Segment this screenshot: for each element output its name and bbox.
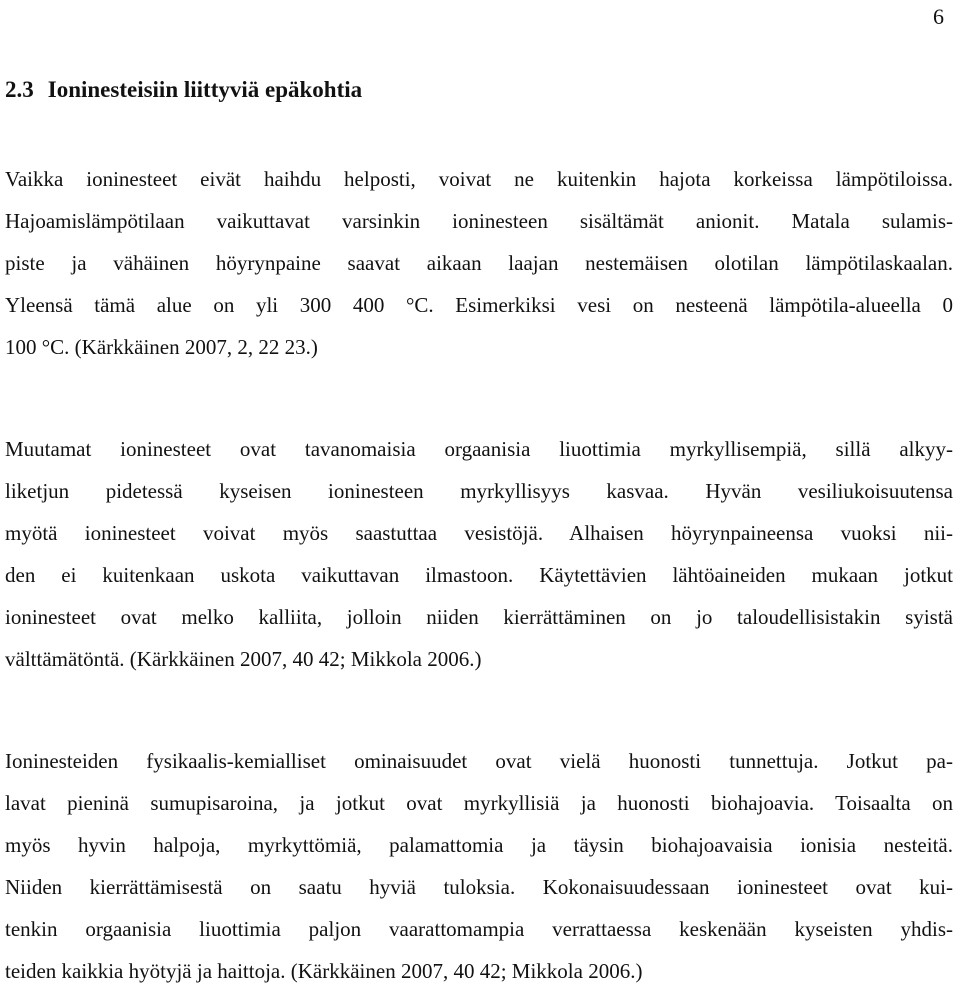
text-line: Ioninesteiden fysikaalis-kemialliset ominaisuudet ovat vielä huonosti tunnettuja. Jotkut pa- [5,749,953,773]
text-line: Muutamat ioninesteet ovat tavanomaisia orgaanisia liuottimia myrkyllisempiä, sillä alkyy- [5,437,953,461]
text-line: myötä ioninesteet voivat myös saastuttaa vesistöjä. Alhaisen höyrynpaineensa vuoksi nii- [5,521,953,545]
text-line: piste ja vähäinen höyrynpaine saavat aikaan laajan nestemäisen olotilan lämpötilaskaalan. [5,251,953,275]
text-line: välttämätöntä. (Kärkkäinen 2007, 40 42; Mikkola 2006.) [5,647,482,671]
paragraph-toxicity [5,428,953,680]
section-title: Ioninesteisiin liittyviä epäkohtia [47,77,363,102]
paragraph-properties [5,740,953,992]
paragraph-thermal-stability [5,158,953,368]
text-line: den ei kuitenkaan uskota vaikuttavan ilmastoon. Käytettävien lähtöaineiden mukaan jotkut [5,563,953,587]
text-line: liketjun pidetessä kyseisen ioninesteen myrkyllisyys kasvaa. Hyvän vesiliukoisuutensa [5,479,953,503]
text-line: 100 °C. (Kärkkäinen 2007, 2, 22 23.) [5,335,318,359]
text-line: Yleensä tämä alue on yli 300 400 °C. Esimerkiksi vesi on nesteenä lämpötila-alueella 0 [5,293,953,317]
text-line: lavat pieninä sumupisaroina, ja jotkut ovat myrkyllisiä ja huonosti biohajoavia. Toisaalta on [5,791,953,815]
text-line: ioninesteet ovat melko kalliita, jolloin niiden kierrättäminen on jo taloudellisistakin syistä [5,605,953,629]
text-line: teiden kaikkia hyötyjä ja haittoja. (Kärkkäinen 2007, 40 42; Mikkola 2006.) [5,959,643,983]
section-heading [5,72,362,108]
text-line: Hajoamislämpötilaan vaikuttavat varsinkin ioninesteen sisältämät anionit. Matala sulamis- [5,209,953,233]
text-line: Vaikka ioninesteet eivät haihdu helposti, voivat ne kuitenkin hajota korkeissa lämpötiloissa. [5,167,953,191]
section-number: 2.3 [5,77,34,102]
page-number: 6 [933,4,944,29]
text-line: tenkin orgaanisia liuottimia paljon vaarattomampia verrattaessa keskenään kyseisten yhdis- [5,917,953,941]
text-line: Niiden kierrättämisestä on saatu hyviä tuloksia. Kokonaisuudessaan ioninesteet ovat kui- [5,875,953,899]
text-line: myös hyvin halpoja, myrkyttömiä, palamattomia ja täysin biohajoavaisia ionisia nesteitä. [5,833,953,857]
